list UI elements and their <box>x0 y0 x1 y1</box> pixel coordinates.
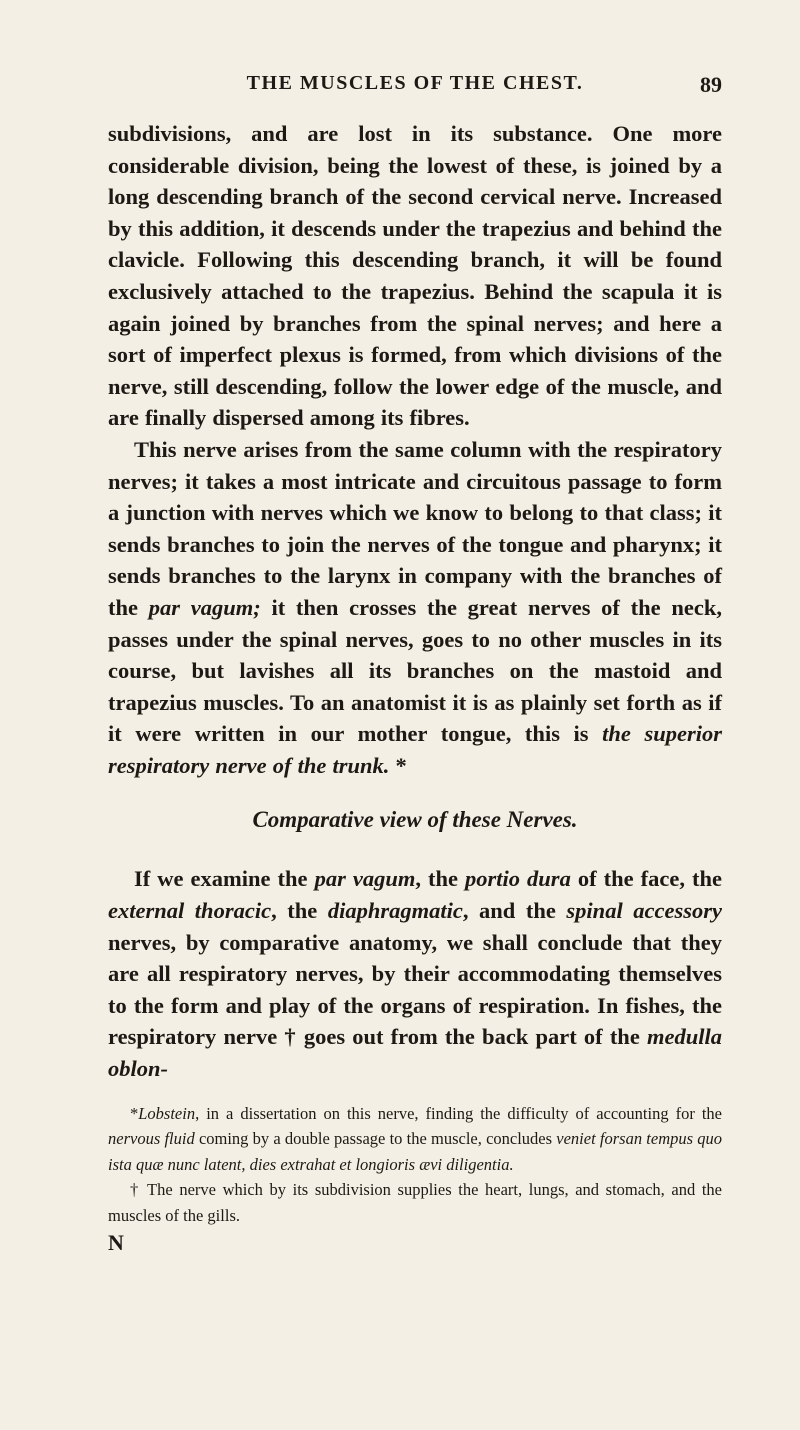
text-segment: , the <box>415 866 466 892</box>
comparative-text <box>108 863 722 1084</box>
running-title: THE MUSCLES OF THE CHEST. <box>246 72 584 94</box>
paragraph-comparative-view <box>108 863 722 1084</box>
italic-term: diaphragmatic <box>327 898 463 924</box>
page-number: 89 <box>700 72 722 97</box>
italic-term: par vagum; <box>148 594 261 620</box>
footnotes <box>108 1101 722 1256</box>
text-segment: of the face, the <box>570 866 722 892</box>
italic-term: Lobstein <box>138 1103 196 1123</box>
text-segment: coming by a double passage to the muscle, concludes <box>194 1129 557 1149</box>
paragraph-continued <box>108 118 722 434</box>
text-segment: nerves, by comparative anatomy, we shall conclude that they are all respiratory nerves, by their accommodating themselves to the form and play of the organs of respiration. In fishes, the respiratory nerve † goes out from the back part of the <box>108 929 722 1050</box>
footnote-dagger <box>108 1177 722 1228</box>
footnote-lobstein <box>108 1101 722 1178</box>
italic-quotation: veniet forsan tempus quo ista quæ nunc latent, dies extrahat et longioris ævi diligentia. <box>108 1129 722 1174</box>
italic-term: portio dura <box>465 866 571 892</box>
text-segment: If we examine the <box>134 866 315 892</box>
italic-term: nervous fluid <box>108 1129 195 1149</box>
text-segment: , and the <box>462 898 567 924</box>
main-text <box>108 118 722 781</box>
running-head <box>108 72 722 106</box>
footnote-marker: * <box>130 1103 139 1123</box>
italic-term: spinal accessory <box>566 898 722 924</box>
section-heading: Comparative view of these Nerves. <box>252 807 578 833</box>
italic-term: medulla oblon- <box>108 1024 722 1082</box>
text-segment: subdivisions, and are lost in its substance. One more considerable division, being the lowest of these, is joined by a long descending branch of the second cervical nerve. Increased by this addition, it descends under the trapezius and behind the clavicle. Following this descending branch, it will be found exclusively attached to the trapezius. Behind the scapula it is again joined by branches from the spinal nerves; and here a sort of imperfect plexus is formed, from which divisions of the nerve, still descending, follow the lower edge of the muscle, and are finally dispersed among its fibres. <box>108 121 722 431</box>
text-segment: † The nerve which by its subdivision supplies the heart, lungs, and stomach, and the muscles of the gills. <box>108 1180 722 1225</box>
footnote-marker: * <box>389 752 407 778</box>
text-segment: , the <box>271 898 328 924</box>
italic-term: external thoracic <box>108 898 272 924</box>
paragraph-superior-respiratory-nerve <box>108 434 722 782</box>
italic-term: the superior respiratory nerve of the trunk. <box>108 721 722 778</box>
text-segment: it then crosses the great nerves of the neck, passes under the spinal nerves, goes to no other muscles in its course, but lavishes all its branches on the mastoid and trapezius muscles. To an anatomist it is as plainly set forth as if it were written in our mother tongue, this is <box>108 594 723 747</box>
signature-mark: N <box>108 1230 124 1256</box>
text-segment: , in a dissertation on this nerve, finding the difficulty of accounting for the <box>195 1103 722 1123</box>
text-segment: This nerve arises from the same column with the respiratory nerves; it takes a most intricate and circuitous passage to form a junction with nerves which we know to belong to that class; it sends branches to join the nerves of the tongue and pharynx; it sends branches to the larynx in company with the branches of the <box>108 436 722 620</box>
italic-term: par vagum <box>314 866 416 892</box>
